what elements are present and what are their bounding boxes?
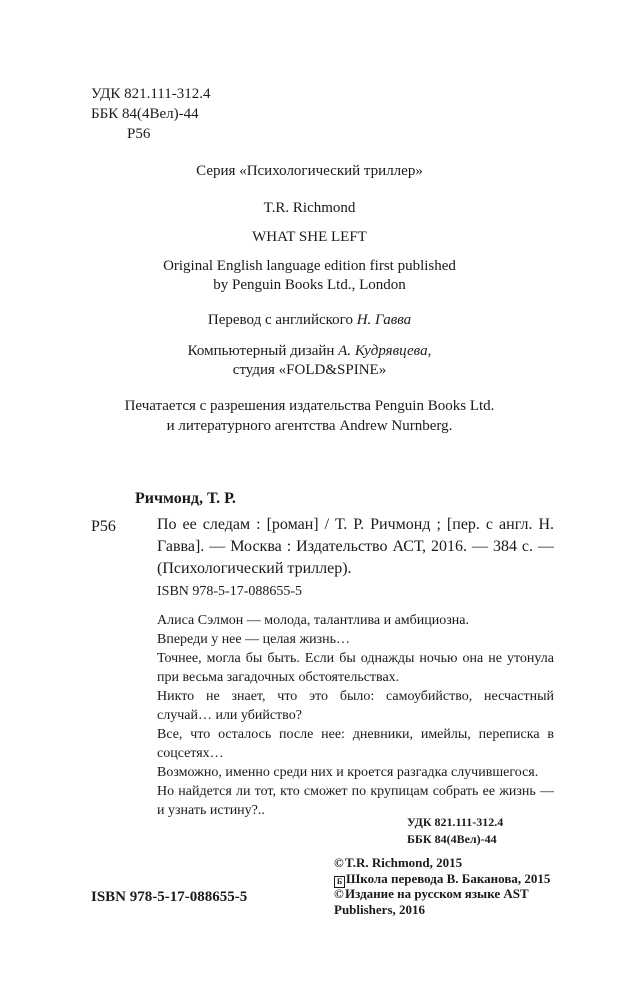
permission-line-2: и литературного агентства Andrew Nurnberg.: [166, 418, 453, 434]
series-line: Серия «Психологический триллер»: [196, 163, 423, 179]
annotation-paragraph: Все, что осталось после нее: дневники, имейлы, переписка в соцсетях…: [157, 727, 554, 761]
catalog-description: По ее следам : [роман] / Т. Р. Ричмонд ; [пер. с англ. Н. Гавва]. — Москва : Издательство АСТ, 2016. — 384 с. — (Психологический триллер).: [157, 516, 554, 577]
original-edition-line-2: by Penguin Books Ltd., London: [213, 277, 406, 293]
copyright-line-2: Б Школа перевода В. Баканова, 2015: [334, 871, 550, 888]
translation-credit: [0, 310, 619, 330]
annotation-paragraph: Алиса Сэлмон — молода, талантлива и амбициозна.: [157, 613, 469, 628]
copyright-line-3: ©Издание на русском языке AST: [334, 886, 529, 901]
annotation-paragraph: Но найдется ли тот, кто сможет по крупицам собрать ее жизнь — и узнать истину?..: [157, 784, 554, 818]
title-original: WHAT SHE LEFT: [252, 229, 367, 245]
copyright-icon: ©: [334, 886, 344, 901]
annotation-paragraph: Точнее, могла бы быть. Если бы однажды ночью она не утонула при весьма загадочных обстоятельствах.: [157, 651, 554, 685]
bottom-bbk-code: ББК 84(4Вел)-44: [407, 832, 497, 846]
copyright-line-1: ©T.R. Richmond, 2015: [334, 855, 463, 870]
design-credit: Компьютерный дизайн А. Кудрявцева,: [187, 343, 432, 359]
annotation-paragraph: Возможно, именно среди них и кроется разгадка случившегося.: [157, 765, 539, 780]
permission-line-1: Печатается с разрешения издательства Penguin Books Ltd.: [124, 398, 495, 414]
annotation: [157, 611, 554, 820]
annotation-paragraph: Впереди у нее — целая жизнь…: [157, 632, 351, 647]
copyright-line-4: Publishers, 2016: [334, 902, 426, 917]
translation-prefix: Перевод с английского: [207, 312, 353, 328]
author-mark: Р56: [127, 126, 151, 142]
udk-code: УДК 821.111-312.4: [91, 86, 211, 102]
bbk-code: ББК 84(4Вел)-44: [91, 106, 199, 122]
bottom-udk-code: УДК 821.111-312.4: [407, 815, 504, 829]
design-studio: студия «FOLD&SPINE»: [232, 362, 387, 378]
catalog-heading: Ричмонд, Т. Р.: [135, 490, 236, 507]
annotation-paragraph: Никто не знает, что это было: самоубийство, несчастный случай… или убийство?: [157, 689, 554, 723]
designer-name: А. Кудрявцева: [338, 343, 428, 359]
catalog-mark: Р56: [91, 518, 116, 535]
catalog-isbn: ISBN 978-5-17-088655-5: [157, 584, 303, 599]
author-original: T.R. Richmond: [263, 200, 356, 216]
copyright-icon: ©: [334, 855, 344, 870]
isbn-bottom: ISBN 978-5-17-088655-5: [91, 889, 248, 905]
translation-school-icon: Б: [334, 876, 345, 888]
original-edition-line-1: Original English language edition first published: [163, 258, 456, 274]
design-prefix: Компьютерный дизайн: [187, 343, 335, 359]
translator-name: Н. Гавва: [356, 312, 412, 328]
